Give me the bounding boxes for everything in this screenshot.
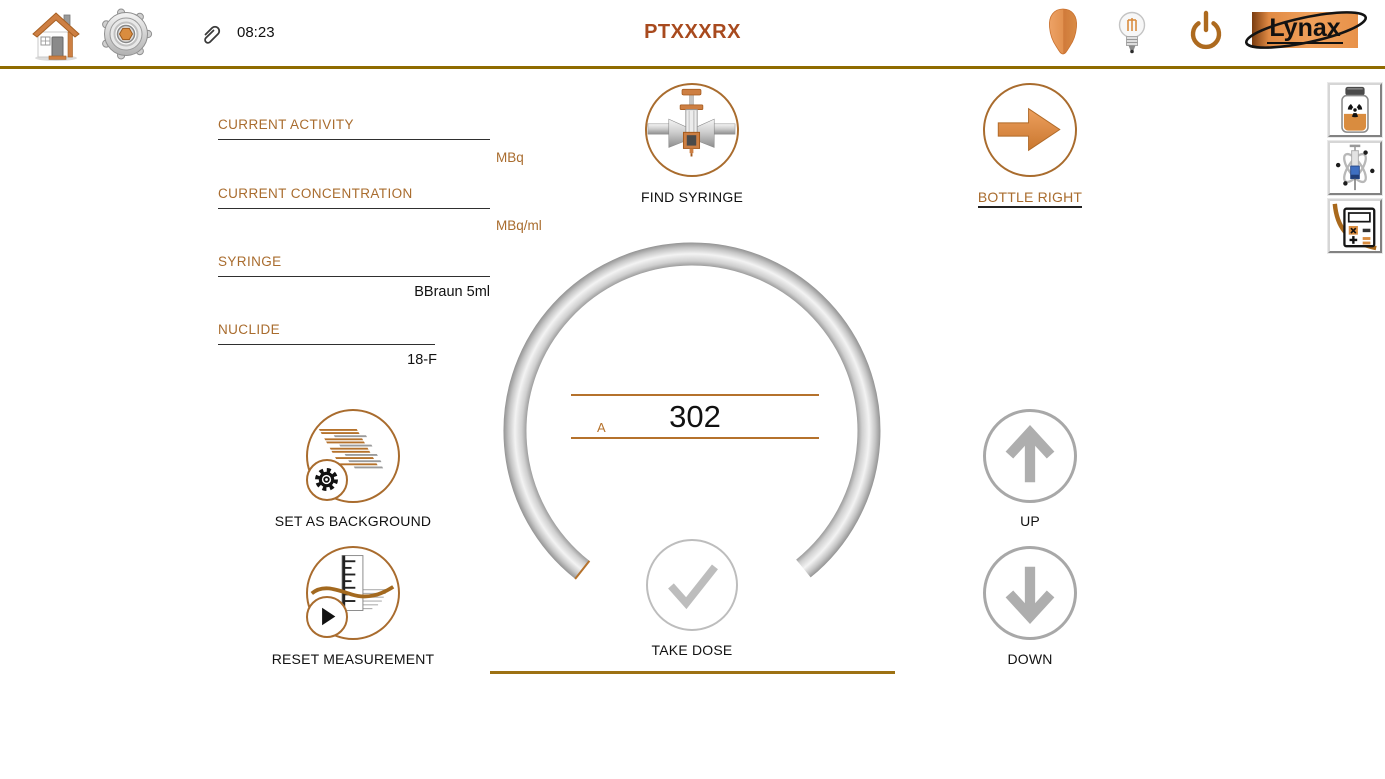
down-label[interactable]: DOWN <box>1007 651 1053 667</box>
lynax-logo-text: Lynax <box>1269 14 1341 42</box>
field-syringe-label: SYRINGE <box>218 254 490 277</box>
link-icon <box>198 21 224 47</box>
set-as-background-badge[interactable] <box>306 459 348 501</box>
power-icon <box>1184 9 1228 55</box>
find-syringe-button[interactable] <box>645 83 739 177</box>
arrow-down-icon <box>986 549 1074 637</box>
field-current-concentration-label: CURRENT CONCENTRATION <box>218 186 490 209</box>
arrow-right-icon <box>985 85 1074 174</box>
lynax-logo[interactable] <box>1252 12 1358 48</box>
home-button[interactable] <box>28 6 84 62</box>
settings-button[interactable] <box>98 6 154 62</box>
channel-label: A <box>597 420 606 435</box>
find-syringe-label[interactable]: FIND SYRINGE <box>641 189 743 205</box>
syringe-in-tube-icon <box>647 85 736 174</box>
head-icon <box>1046 8 1080 56</box>
atom-syringe-icon <box>1330 142 1380 194</box>
bulb-icon <box>1117 10 1147 56</box>
up-label[interactable]: UP <box>1020 513 1040 529</box>
syringe-value: BBraun 5ml <box>414 284 490 300</box>
field-nuclide-label: NUCLIDE <box>218 322 435 345</box>
radioactive-vial-icon <box>1330 84 1380 136</box>
set-as-background-label[interactable]: SET AS BACKGROUND <box>274 513 432 529</box>
dose-value: 302 <box>669 399 721 434</box>
decay-calculator-icon <box>1330 200 1380 252</box>
current-concentration-unit: MBq/ml <box>496 218 542 233</box>
up-button[interactable] <box>983 409 1077 503</box>
nuclide-value: 18-F <box>407 352 437 368</box>
link-button[interactable] <box>198 21 224 47</box>
operator-button[interactable] <box>1046 8 1080 56</box>
play-badge-icon <box>308 598 345 635</box>
arrow-up-icon <box>986 412 1074 500</box>
light-button[interactable] <box>1117 10 1147 56</box>
checkmark-icon <box>648 541 736 629</box>
take-dose-label[interactable]: TAKE DOSE <box>651 642 733 658</box>
nuclide-measure-button[interactable] <box>1328 141 1382 195</box>
reset-measurement-label[interactable]: RESET MEASUREMENT <box>271 651 435 667</box>
dose-value-display[interactable] <box>571 394 819 439</box>
gear-icon <box>98 6 154 62</box>
clock-time: 08:23 <box>237 24 275 41</box>
down-button[interactable] <box>983 546 1077 640</box>
bottle-right-label[interactable]: BOTTLE RIGHT <box>920 189 1140 205</box>
reset-measurement-badge[interactable] <box>306 596 348 638</box>
bottom-separator <box>490 671 895 674</box>
field-current-activity-label: CURRENT ACTIVITY <box>218 117 490 140</box>
take-dose-button[interactable] <box>646 539 738 631</box>
home-icon <box>28 6 84 62</box>
gear-badge-icon <box>308 461 345 498</box>
power-button[interactable] <box>1184 9 1228 55</box>
header-bar <box>0 0 1385 69</box>
page-title: PTXXXRX <box>644 21 741 43</box>
radioactive-vial-button[interactable] <box>1328 83 1382 137</box>
bottle-right-button[interactable] <box>983 83 1077 177</box>
decay-calculator-button[interactable] <box>1328 199 1382 253</box>
current-activity-unit: MBq <box>496 150 524 165</box>
